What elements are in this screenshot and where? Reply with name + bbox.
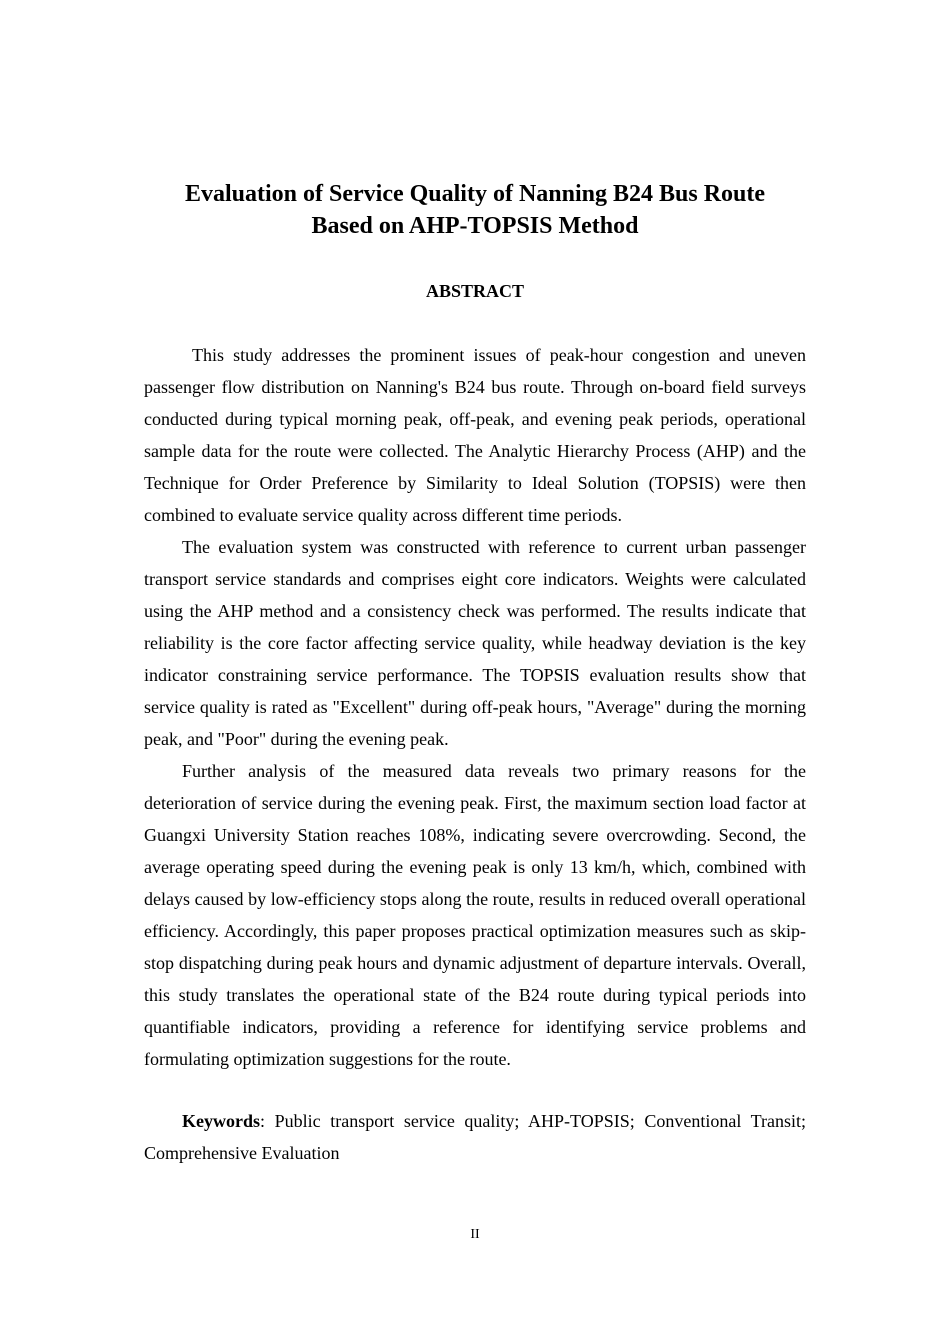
abstract-heading: ABSTRACT: [425, 281, 525, 301]
abstract-body: [144, 339, 806, 1075]
keywords-text: : Public transport service quality; AHP-TOPSIS; Conventional Transit; Comprehensive Evaluation: [144, 1111, 806, 1163]
abstract-paragraph-3: Further analysis of the measured data reveals two primary reasons for the deterioration of service during the evening peak. First, the maximum section load factor at Guangxi University Station reaches 108%, indicating severe overcrowding. Second, the average operating speed during the evening peak is only 13 km/h, which, combined with delays caused by low-efficiency stops along the route, results in reduced overall operational efficiency. Accordingly, this paper proposes practical optimization measures such as skip-stop dispatching during peak hours and dynamic adjustment of departure intervals. Overall, this study translates the operational state of the B24 route during typical periods into quantifiable indicators, providing a reference for identifying service problems and formulating optimization suggestions for the route.: [144, 761, 806, 1069]
page-number: II: [470, 1227, 480, 1242]
keywords-label: Keywords: [182, 1111, 260, 1131]
title-line-1: Evaluation of Service Quality of Nanning B24 Bus Route: [184, 181, 766, 207]
paper-title: [144, 178, 806, 242]
keywords-line: [144, 1105, 806, 1169]
abstract-paragraph-1: This study addresses the prominent issues of peak-hour congestion and uneven passenger flow distribution on Nanning's B24 bus route. Through on-board field surveys conducted during typical morning peak, off-peak, and evening peak periods, operational sample data for the route were collected. The Analytic Hierarchy Process (AHP) and the Technique for Order Preference by Similarity to Ideal Solution (TOPSIS) were then combined to evaluate service quality across different time periods.: [144, 345, 806, 525]
title-line-2: Based on AHP-TOPSIS Method: [311, 213, 639, 239]
abstract-paragraph-2: The evaluation system was constructed with reference to current urban passenger transport service standards and comprises eight core indicators. Weights were calculated using the AHP method and a consistency check was performed. The results indicate that reliability is the core factor affecting service quality, while headway deviation is the key indicator constraining service performance. The TOPSIS evaluation results show that service quality is rated as "Excellent" during off-peak hours, "Average" during the morning peak, and "Poor" during the evening peak.: [144, 537, 806, 749]
